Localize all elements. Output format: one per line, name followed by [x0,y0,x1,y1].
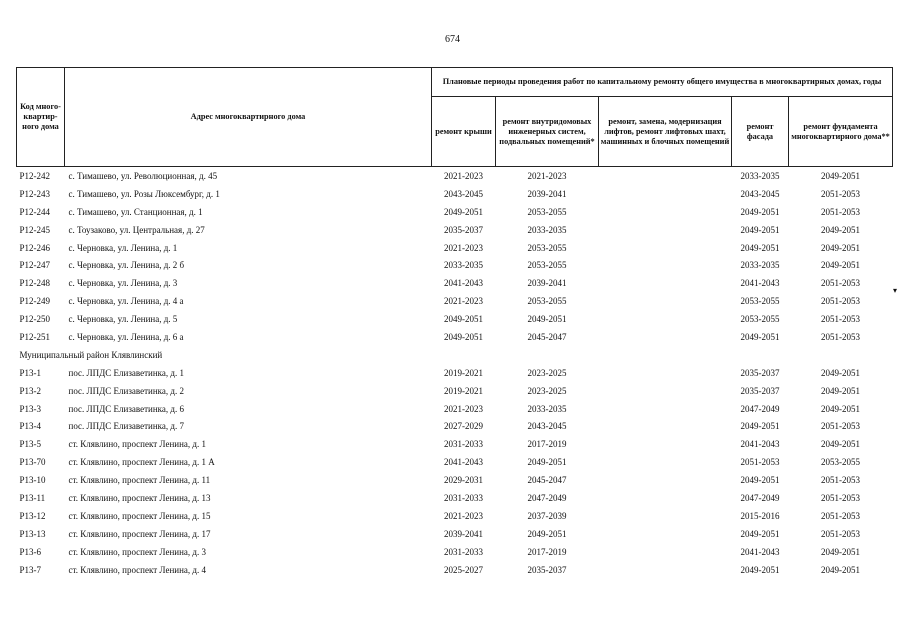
row-systems: 2017-2019 [527,439,567,450]
row-foundation: 2049-2051 [821,439,860,450]
row-address: пос. ЛПДС Елизаветинка, д. 6 [68,403,184,414]
row-foundation: 2051-2053 [821,475,860,486]
row-roof: 2049-2051 [444,331,483,342]
row-roof: 2033-2035 [444,260,483,271]
row-facade: 2049-2051 [740,475,780,486]
row-foundation: 2049-2051 [821,403,860,414]
row-code: Р12-251 [19,331,51,342]
row-roof: 2027-2029 [444,421,483,432]
row-foundation: 2051-2053 [821,528,860,539]
table-row [17,221,893,239]
row-elevators [599,256,732,274]
row-roof: 2019-2021 [444,367,483,378]
row-foundation: 2051-2053 [821,510,860,521]
row-facade: 2049-2051 [740,528,780,539]
row-facade: 2049-2051 [740,206,780,217]
row-facade: 2049-2051 [740,331,780,342]
row-roof: 2031-2033 [444,546,483,557]
table-row [17,274,893,292]
row-facade: 2041-2043 [740,278,780,289]
row-roof: 2049-2051 [444,206,483,217]
row-facade: 2047-2049 [740,403,780,414]
row-facade: 2049-2051 [740,564,780,575]
row-code: Р13-3 [19,403,42,414]
row-systems: 2037-2039 [527,510,567,521]
row-code: Р12-242 [19,170,51,181]
row-roof: 2041-2043 [444,278,483,289]
row-elevators [599,400,732,418]
table-header [17,68,893,167]
row-elevators [599,328,732,346]
table-row [17,167,893,185]
row-facade: 2049-2051 [740,224,780,235]
row-roof: 2049-2051 [444,314,483,325]
row-address: ст. Клявлино, проспект Ленина, д. 3 [68,546,206,557]
row-elevators [599,435,732,453]
header-elevators: ремонт, замена, модернизация лифтов, ремонт лифтовых шахт, машинных и блочных помещений [599,97,732,167]
row-address: с. Черновка, ул. Ленина, д. 4 а [68,296,184,307]
row-code: Р13-12 [19,510,46,521]
row-foundation: 2051-2053 [821,492,860,503]
row-code: Р13-13 [19,528,46,539]
district-heading: Муниципальный район Клявлинский [19,349,163,360]
row-code: Р13-4 [19,421,42,432]
row-systems: 2053-2055 [527,206,567,217]
table-row [17,400,893,418]
row-systems: 2053-2055 [527,296,567,307]
row-systems: 2045-2047 [527,475,567,486]
row-systems: 2035-2037 [527,564,567,575]
row-elevators [599,274,732,292]
table-row [17,507,893,525]
row-address: ст. Клявлино, проспект Ленина, д. 13 [68,492,211,503]
row-facade: 2053-2055 [740,314,780,325]
row-address: пос. ЛПДС Елизаветинка, д. 2 [68,385,184,396]
row-systems: 2033-2035 [527,403,567,414]
row-elevators [599,167,732,185]
table-row [17,256,893,274]
row-elevators [599,489,732,507]
row-elevators [599,364,732,382]
row-address: с. Тимашево, ул. Революционная, д. 45 [68,170,218,181]
row-elevators [599,417,732,435]
table-row [17,203,893,221]
row-code: Р12-244 [19,206,51,217]
row-facade: 2041-2043 [740,439,780,450]
row-systems: 2017-2019 [527,546,567,557]
row-elevators [599,185,732,203]
row-roof: 2029-2031 [444,475,483,486]
row-facade: 2043-2045 [740,188,780,199]
row-roof: 2021-2023 [444,170,483,181]
row-systems: 2049-2051 [527,457,567,468]
row-elevators [599,310,732,328]
row-roof: 2021-2023 [444,403,483,414]
row-foundation: 2051-2053 [821,296,860,307]
row-address: ст. Клявлино, проспект Ленина, д. 11 [68,475,211,486]
row-code: Р13-2 [19,385,42,396]
row-address: с. Черновка, ул. Ленина, д. 5 [68,314,178,325]
row-roof: 2025-2027 [444,564,483,575]
row-roof: 2021-2023 [444,296,483,307]
row-address: с. Черновка, ул. Ленина, д. 6 а [68,331,184,342]
row-elevators [599,239,732,257]
row-systems: 2043-2045 [527,421,567,432]
row-code: Р13-7 [19,564,42,575]
row-address: ст. Клявлино, проспект Ленина, д. 17 [68,528,211,539]
row-code: Р13-5 [19,439,42,450]
row-elevators [599,221,732,239]
row-systems: 2039-2041 [527,188,567,199]
table-row [17,382,893,400]
row-address: с. Черновка, ул. Ленина, д. 1 [68,242,178,253]
row-foundation: 2053-2055 [821,457,860,468]
row-facade: 2035-2037 [740,367,780,378]
table-row [17,525,893,543]
table-row [17,561,893,579]
row-code: Р13-1 [19,367,42,378]
row-facade: 2035-2037 [740,385,780,396]
row-code: Р13-10 [19,475,46,486]
row-foundation: 2049-2051 [821,260,860,271]
row-elevators [599,292,732,310]
row-code: Р13-11 [19,492,46,503]
table-row [17,471,893,489]
row-systems: 2021-2023 [527,170,567,181]
row-facade: 2049-2051 [740,421,780,432]
row-foundation: 2051-2053 [821,206,860,217]
row-code: Р12-247 [19,260,51,271]
row-facade: 2049-2051 [740,242,780,253]
row-code: Р12-245 [19,224,51,235]
row-elevators [599,382,732,400]
row-roof: 2041-2043 [444,457,483,468]
row-foundation: 2051-2053 [821,331,860,342]
row-systems: 2023-2025 [527,385,567,396]
row-code: Р13-70 [19,457,46,468]
row-systems: 2049-2051 [527,314,567,325]
row-elevators [599,507,732,525]
table-row [17,435,893,453]
row-address: с. Черновка, ул. Ленина, д. 2 б [68,260,185,271]
table-row [17,453,893,471]
row-code: Р12-250 [19,314,51,325]
row-elevators [599,543,732,561]
row-elevators [599,453,732,471]
row-systems: 2045-2047 [527,331,567,342]
row-facade: 2051-2053 [740,457,780,468]
row-systems: 2023-2025 [527,367,567,378]
row-facade: 2033-2035 [740,170,780,181]
table-row [17,310,893,328]
table-row [17,489,893,507]
row-code: Р12-243 [19,188,51,199]
row-address: пос. ЛПДС Елизаветинка, д. 1 [68,367,184,378]
row-foundation: 2049-2051 [821,385,860,396]
row-systems: 2033-2035 [527,224,567,235]
row-facade: 2041-2043 [740,546,780,557]
row-address: с. Тимашево, ул. Розы Люксембург, д. 1 [68,188,220,199]
row-foundation: 2051-2053 [821,188,860,199]
row-roof: 2021-2023 [444,242,483,253]
repair-schedule-table [16,67,893,578]
row-systems: 2047-2049 [527,492,567,503]
district-row [17,346,893,364]
row-address: с. Черновка, ул. Ленина, д. 3 [68,278,178,289]
row-roof: 2043-2045 [444,188,483,199]
header-facade: ремонт фасада [732,97,789,167]
row-roof: 2031-2033 [444,492,483,503]
row-address: ст. Клявлино, проспект Ленина, д. 15 [68,510,211,521]
table-row [17,239,893,257]
table-row [17,364,893,382]
header-periods: Плановые периоды проведения работ по капитальному ремонту общего имущества в многоквартирных домах, годы [432,68,893,97]
row-roof: 2039-2041 [444,528,483,539]
row-facade: 2053-2055 [740,296,780,307]
page-number: 674 [445,34,460,45]
row-elevators [599,561,732,579]
row-foundation: 2051-2053 [821,421,860,432]
row-elevators [599,471,732,489]
table-row [17,328,893,346]
table-body [17,167,893,579]
row-code: Р12-248 [19,278,51,289]
table-row [17,417,893,435]
row-code: Р13-6 [19,546,42,557]
row-foundation: 2049-2051 [821,242,860,253]
row-systems: 2039-2041 [527,278,567,289]
row-roof: 2031-2033 [444,439,483,450]
row-address: пос. ЛПДС Елизаветинка, д. 7 [68,421,184,432]
row-code: Р12-249 [19,296,51,307]
header-address: Адрес многоквартирного дома [65,68,432,167]
row-roof: 2021-2023 [444,510,483,521]
header-roof: ремонт крыши [432,97,496,167]
header-foundation: ремонт фундамента многоквартирного дома** [789,97,893,167]
row-systems: 2053-2055 [527,242,567,253]
table-row [17,185,893,203]
row-facade: 2033-2035 [740,260,780,271]
row-systems: 2049-2051 [527,528,567,539]
row-address: с. Тимашево, ул. Станционная, д. 1 [68,206,203,217]
row-foundation: 2049-2051 [821,224,860,235]
row-foundation: 2049-2051 [821,546,860,557]
row-foundation: 2049-2051 [821,367,860,378]
row-address: ст. Клявлино, проспект Ленина, д. 1 [68,439,206,450]
row-systems: 2053-2055 [527,260,567,271]
row-roof: 2019-2021 [444,385,483,396]
header-systems: ремонт внутридомовых инженерных систем, подвальных помещений* [496,97,599,167]
row-foundation: 2049-2051 [821,564,860,575]
row-elevators [599,525,732,543]
row-address: ст. Клявлино, проспект Ленина, д. 4 [68,564,206,575]
row-foundation: 2051-2053 [821,278,860,289]
row-foundation: 2051-2053 [821,314,860,325]
row-address: с. Тоузаково, ул. Центральная, д. 27 [68,224,205,235]
row-facade: 2015-2016 [740,510,780,521]
row-address: ст. Клявлино, проспект Ленина, д. 1 А [68,457,215,468]
margin-mark-icon: ▾ [893,286,898,295]
table-row [17,292,893,310]
row-elevators [599,203,732,221]
row-code: Р12-246 [19,242,51,253]
row-foundation: 2049-2051 [821,170,860,181]
header-code: Код много-квартир-ного дома [17,68,65,167]
row-roof: 2035-2037 [444,224,483,235]
table-row [17,543,893,561]
row-facade: 2047-2049 [740,492,780,503]
